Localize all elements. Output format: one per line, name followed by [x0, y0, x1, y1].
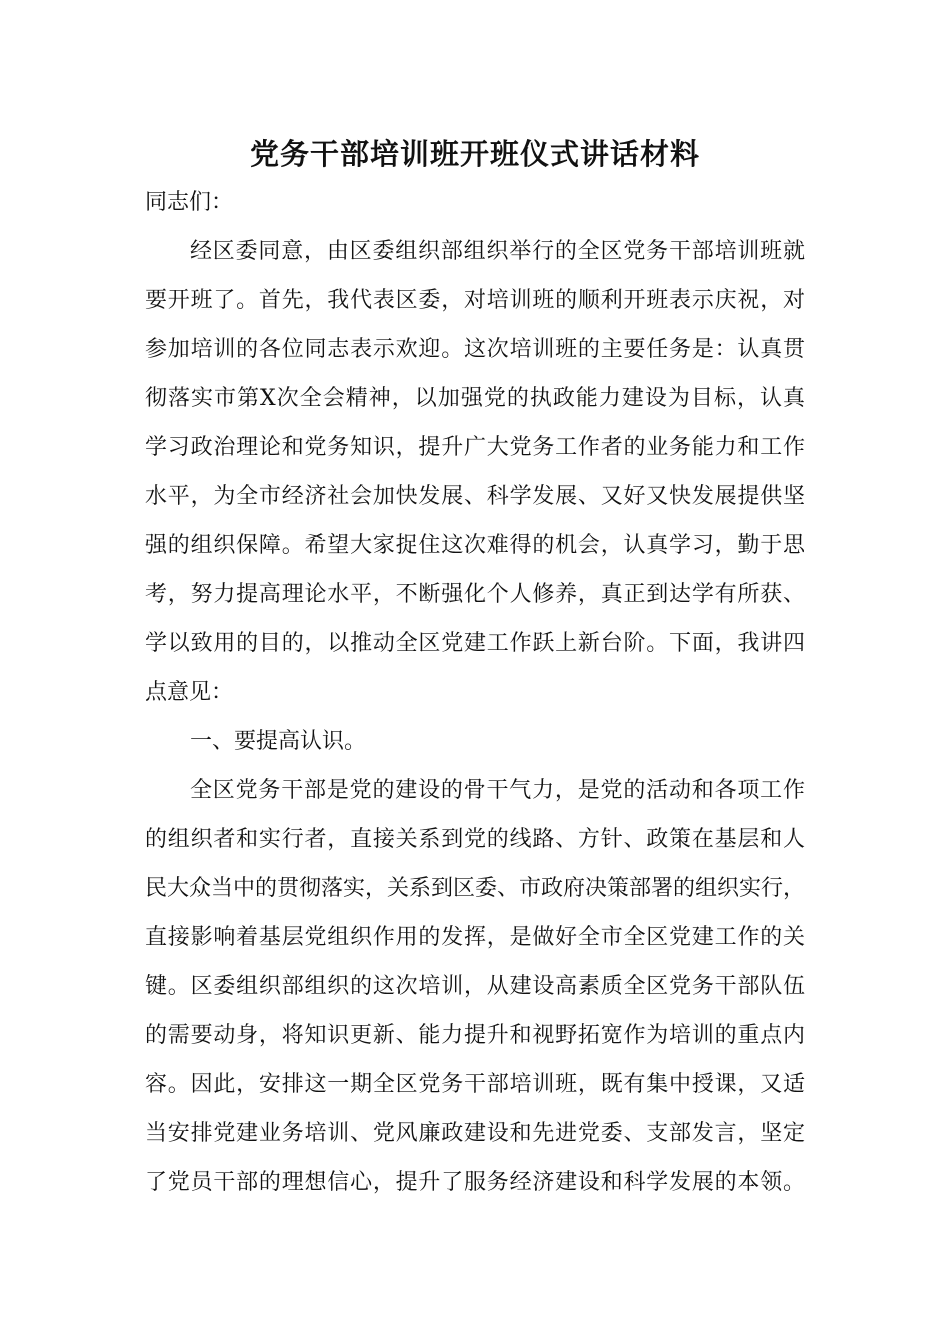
paragraph-line: 水平，为全市经济社会加快发展、科学发展、又好又快发展提供坚 [145, 484, 805, 509]
paragraph-line: 民大众当中的贯彻落实，关系到区委、市政府决策部署的组织实行， [145, 876, 806, 901]
paragraph-line: 当安排党建业务培训、党风廉政建设和先进党委、支部发言，坚定 [145, 1121, 805, 1146]
paragraph-line: 的组织者和实行者，直接关系到党的线路、方针、政策在基层和人 [145, 827, 805, 852]
paragraph-line: 彻落实市第X次全会精神，以加强党的执政能力建设为目标，认真 [145, 386, 805, 411]
paragraph-line: 的需要动身，将知识更新、能力提升和视野拓宽作为培训的重点内 [145, 1023, 805, 1048]
paragraph-line: 学以致用的目的，以推动全区党建工作跃上新台阶。下面，我讲四 [145, 631, 805, 656]
paragraph-line: 点意见： [145, 680, 234, 705]
paragraph-line: 全区党务干部是党的建设的骨干气力，是党的活动和各项工作 [190, 778, 805, 803]
paragraph-line: 参加培训的各位同志表示欢迎。这次培训班的主要任务是：认真贯 [145, 337, 805, 362]
paragraph-line: 容。因此，安排这一期全区党务干部培训班，既有集中授课，又适 [145, 1072, 805, 1097]
paragraph-line: 强的组织保障。希望大家捉住这次难得的机会，认真学习，勤于思 [145, 533, 805, 558]
paragraph-line: 直接影响着基层党组织作用的发挥，是做好全市全区党建工作的关 [145, 925, 805, 950]
paragraph-line: 考，努力提高理论水平，不断强化个人修养，真正到达学有所获、 [145, 582, 805, 607]
paragraph-line: 要开班了。首先，我代表区委，对培训班的顺利开班表示庆祝，对 [145, 288, 805, 313]
paragraph-line: 学习政治理论和党务知识，提升广大党务工作者的业务能力和工作 [145, 435, 805, 460]
paragraph-line: 经区委同意，由区委组织部组织举行的全区党务干部培训班就 [190, 239, 805, 264]
section-heading: 一、要提高认识。 [190, 729, 367, 754]
salutation: 同志们： [145, 190, 234, 215]
document-title: 党务干部培训班开班仪式讲话材料 [249, 137, 700, 171]
paragraph-line: 了党员干部的理想信心，提升了服务经济建设和科学发展的本领。 [145, 1170, 805, 1195]
paragraph-line: 键。区委组织部组织的这次培训，从建设高素质全区党务干部队伍 [145, 974, 805, 999]
